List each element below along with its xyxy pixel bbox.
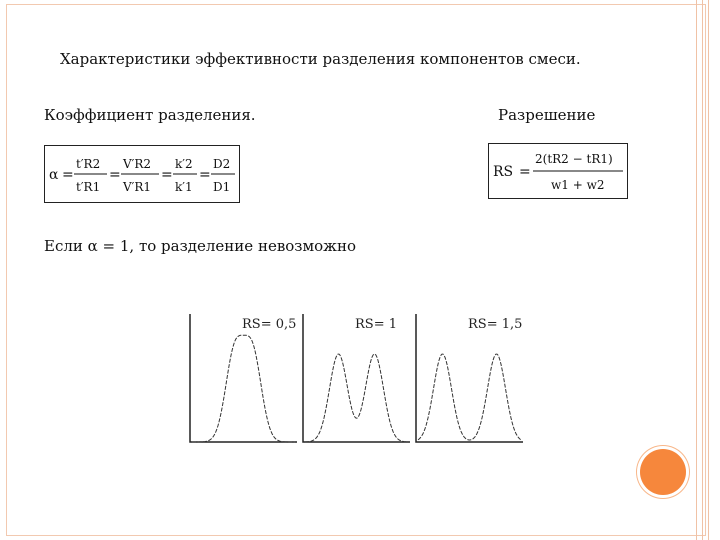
chromatogram-curve	[192, 335, 295, 442]
separation-factor-label: Коэффициент разделения.	[44, 106, 256, 124]
panel-axes	[416, 314, 523, 442]
slide-frame-right-lines	[692, 0, 720, 540]
k-numerator: k′2	[175, 157, 193, 171]
resolution-panel	[190, 314, 297, 442]
v-numerator: V′R2	[123, 157, 152, 171]
rs-lhs: RS	[493, 164, 514, 180]
d-denominator: D1	[213, 180, 231, 194]
equals-sign: =	[109, 167, 121, 183]
resolution-panel	[303, 314, 410, 442]
conclusion-text: Если α = 1, то разделение невозможно	[44, 237, 356, 255]
panel-axes	[303, 314, 410, 442]
resolution-examples	[186, 310, 526, 445]
chromatogram-curve	[418, 354, 521, 440]
resolution-value-label: RS= 0,5	[242, 317, 297, 332]
alpha-symbol: α	[49, 167, 59, 183]
slide-frame	[6, 4, 706, 536]
rs-numerator: 2(tR2 − tR1)	[535, 152, 613, 166]
accent-dot	[640, 449, 686, 495]
panel-axes	[190, 314, 297, 442]
rs-denominator: w1 + w2	[551, 178, 605, 192]
k-denominator: k′1	[175, 180, 193, 194]
slide-title: Характеристики эффективности разделения компонентов смеси.	[60, 50, 581, 68]
equals-sign: =	[62, 167, 74, 183]
resolution-value-label: RS= 1,5	[468, 317, 523, 332]
resolution-value-label: RS= 1	[355, 317, 397, 332]
resolution-panel	[416, 314, 523, 442]
equals-sign: =	[161, 167, 173, 183]
d-numerator: D2	[213, 157, 231, 171]
v-denominator: V′R1	[123, 180, 152, 194]
equals-sign: =	[519, 164, 531, 180]
resolution-formula	[488, 143, 628, 199]
chromatogram-curve	[305, 354, 408, 442]
resolution-label: Разрешение	[498, 106, 596, 124]
t-numerator: t′R2	[76, 157, 101, 171]
separation-factor-formula	[44, 145, 240, 203]
t-denominator: t′R1	[76, 180, 101, 194]
equals-sign: =	[199, 167, 211, 183]
